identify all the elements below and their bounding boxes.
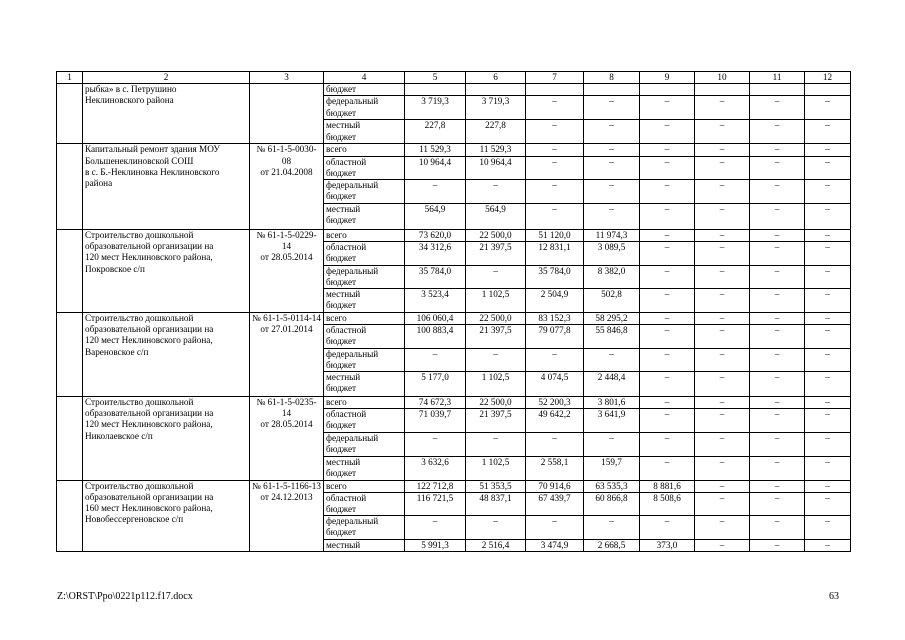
amount-cell: 35 784,0 — [405, 265, 466, 288]
budget-table — [56, 71, 851, 552]
amount-cell: 22 500,0 — [466, 397, 526, 409]
amount-cell: – — [695, 480, 750, 492]
funding-source-cell: областной бюджет — [324, 409, 405, 432]
amount-cell: – — [805, 265, 851, 288]
amount-cell: – — [805, 397, 851, 409]
document-number-cell: № 61-1-5-0229-14 от 28.05.2014 — [250, 230, 324, 313]
amount-cell: 71 039,7 — [405, 409, 466, 432]
amount-cell: 73 620,0 — [405, 230, 466, 242]
amount-cell: 8 382,0 — [584, 265, 640, 288]
amount-cell: – — [640, 325, 695, 348]
amount-cell: – — [640, 204, 695, 230]
amount-cell: – — [750, 516, 805, 539]
amount-cell: – — [466, 348, 526, 371]
column-header: 10 — [695, 72, 750, 84]
amount-cell: – — [584, 156, 640, 179]
amount-cell: – — [805, 492, 851, 515]
document-number-cell: № 61-1-5-0114-14 от 27.01.2014 — [250, 313, 324, 397]
amount-cell: 227,8 — [405, 120, 466, 144]
amount-cell: 21 397,5 — [466, 242, 526, 265]
object-title-cell: рыбка» в с. Петрушино Неклиновского района — [83, 84, 250, 144]
amount-cell: – — [805, 156, 851, 179]
funding-source-cell: областной бюджет — [324, 156, 405, 179]
amount-cell: – — [584, 144, 640, 156]
amount-cell: – — [695, 313, 750, 325]
funding-source-cell: всего — [324, 397, 405, 409]
page-number: 63 — [829, 591, 839, 602]
funding-source-cell: федеральный бюджет — [324, 516, 405, 539]
amount-cell: 60 866,8 — [584, 492, 640, 515]
amount-cell: 10 964,4 — [405, 156, 466, 179]
object-title-cell: Строительство дошкольной образовательной организации на 120 мест Неклиновского района, Покровское с/п — [83, 230, 250, 313]
amount-cell: 67 439,7 — [526, 492, 584, 515]
table-header — [57, 72, 851, 84]
amount-cell: – — [750, 456, 805, 480]
amount-cell: 3 641,9 — [584, 409, 640, 432]
amount-cell: – — [750, 156, 805, 179]
amount-cell: – — [805, 372, 851, 397]
amount-cell: – — [805, 180, 851, 204]
funding-source-cell: местный бюджет — [324, 120, 405, 144]
amount-cell: – — [584, 180, 640, 204]
column-header: 6 — [466, 72, 526, 84]
amount-cell: – — [695, 242, 750, 265]
amount-cell: 3 632,6 — [405, 456, 466, 480]
amount-cell: – — [584, 96, 640, 120]
amount-cell — [750, 84, 805, 96]
amount-cell: – — [750, 265, 805, 288]
amount-cell: – — [405, 348, 466, 371]
index-cell — [57, 397, 83, 481]
amount-cell: – — [640, 432, 695, 456]
amount-cell: 35 784,0 — [526, 265, 584, 288]
index-cell — [57, 230, 83, 313]
column-header: 2 — [83, 72, 250, 84]
amount-cell: – — [695, 120, 750, 144]
amount-cell: – — [405, 516, 466, 539]
amount-cell: 373,0 — [640, 539, 695, 551]
document-number-cell — [250, 84, 324, 144]
amount-cell: 1 102,5 — [466, 289, 526, 313]
amount-cell: – — [805, 325, 851, 348]
funding-source-cell: всего — [324, 313, 405, 325]
amount-cell: – — [695, 265, 750, 288]
table-body — [57, 84, 851, 552]
amount-cell: – — [805, 96, 851, 120]
amount-cell: 122 712,8 — [405, 480, 466, 492]
object-title-cell: Строительство дошкольной образовательной организации на 160 мест Неклиновского района, Новобессергеновское с/п — [83, 480, 250, 551]
amount-cell: – — [695, 180, 750, 204]
amount-cell: – — [750, 96, 805, 120]
column-header: 8 — [584, 72, 640, 84]
column-header: 5 — [405, 72, 466, 84]
amount-cell: – — [640, 516, 695, 539]
amount-cell: – — [584, 348, 640, 371]
amount-cell: – — [640, 397, 695, 409]
amount-cell: – — [695, 492, 750, 515]
funding-source-cell: всего — [324, 144, 405, 156]
amount-cell: 55 846,8 — [584, 325, 640, 348]
amount-cell: 10 964,4 — [466, 156, 526, 179]
amount-cell: – — [640, 372, 695, 397]
column-header: 3 — [250, 72, 324, 84]
amount-cell: 58 295,2 — [584, 313, 640, 325]
amount-cell: – — [805, 120, 851, 144]
amount-cell: 3 474,9 — [526, 539, 584, 551]
amount-cell: – — [750, 120, 805, 144]
amount-cell: 116 721,5 — [405, 492, 466, 515]
amount-cell: 52 200,3 — [526, 397, 584, 409]
amount-cell: 22 500,0 — [466, 230, 526, 242]
amount-cell: – — [526, 516, 584, 539]
amount-cell: – — [526, 156, 584, 179]
amount-cell — [584, 84, 640, 96]
amount-cell: – — [750, 372, 805, 397]
amount-cell: – — [805, 313, 851, 325]
amount-cell: – — [695, 96, 750, 120]
amount-cell: – — [640, 120, 695, 144]
amount-cell: – — [750, 242, 805, 265]
amount-cell: – — [405, 180, 466, 204]
amount-cell: – — [750, 432, 805, 456]
amount-cell: – — [695, 348, 750, 371]
amount-cell: – — [750, 144, 805, 156]
amount-cell: – — [466, 265, 526, 288]
amount-cell: – — [640, 156, 695, 179]
amount-cell — [526, 84, 584, 96]
document-number-cell: № 61-1-5-0235-14 от 28.05.2014 — [250, 397, 324, 481]
table-row — [57, 313, 851, 325]
funding-source-cell: областной бюджет — [324, 325, 405, 348]
funding-source-cell: федеральный бюджет — [324, 96, 405, 120]
funding-source-cell: всего — [324, 230, 405, 242]
amount-cell: – — [805, 289, 851, 313]
amount-cell: 3 719,3 — [466, 96, 526, 120]
amount-cell: 2 504,9 — [526, 289, 584, 313]
funding-source-cell: федеральный бюджет — [324, 265, 405, 288]
amount-cell: 12 831,1 — [526, 242, 584, 265]
amount-cell: – — [526, 180, 584, 204]
amount-cell: 2 558,1 — [526, 456, 584, 480]
amount-cell: – — [695, 144, 750, 156]
amount-cell — [805, 84, 851, 96]
amount-cell: – — [695, 325, 750, 348]
amount-cell: – — [526, 204, 584, 230]
amount-cell: – — [750, 325, 805, 348]
amount-cell: – — [805, 204, 851, 230]
amount-cell — [466, 84, 526, 96]
funding-source-cell: всего — [324, 480, 405, 492]
amount-cell: – — [640, 289, 695, 313]
funding-source-cell: федеральный бюджет — [324, 348, 405, 371]
amount-cell: 2 668,5 — [584, 539, 640, 551]
amount-cell: – — [750, 230, 805, 242]
amount-cell: 502,8 — [584, 289, 640, 313]
amount-cell: 11 974,3 — [584, 230, 640, 242]
amount-cell: – — [750, 409, 805, 432]
document-path: Z:\ORST\Ppo\0221p112.f17.docx — [57, 591, 193, 602]
funding-source-cell: федеральный бюджет — [324, 180, 405, 204]
amount-cell — [695, 84, 750, 96]
table-row — [57, 84, 851, 96]
amount-cell: 34 312,6 — [405, 242, 466, 265]
object-title-cell: Строительство дошкольной образовательной организации на 120 мест Неклиновского района, Вареновское с/п — [83, 313, 250, 397]
amount-cell: – — [805, 242, 851, 265]
amount-cell: 5 991,3 — [405, 539, 466, 551]
amount-cell: 1 102,5 — [466, 456, 526, 480]
amount-cell: 100 883,4 — [405, 325, 466, 348]
funding-source-cell: областной бюджет — [324, 492, 405, 515]
amount-cell: – — [695, 409, 750, 432]
index-cell — [57, 144, 83, 230]
amount-cell: – — [695, 397, 750, 409]
amount-cell: – — [695, 289, 750, 313]
amount-cell: – — [805, 539, 851, 551]
amount-cell: – — [584, 516, 640, 539]
amount-cell: 3 089,5 — [584, 242, 640, 265]
amount-cell: 49 642,2 — [526, 409, 584, 432]
funding-source-cell: местный бюджет — [324, 204, 405, 230]
amount-cell: 63 535,3 — [584, 480, 640, 492]
amount-cell: – — [584, 204, 640, 230]
amount-cell: 1 102,5 — [466, 372, 526, 397]
amount-cell: 21 397,5 — [466, 325, 526, 348]
amount-cell: – — [695, 539, 750, 551]
amount-cell: 564,9 — [405, 204, 466, 230]
amount-cell: 83 152,3 — [526, 313, 584, 325]
amount-cell: – — [805, 409, 851, 432]
amount-cell: – — [640, 242, 695, 265]
funding-source-cell: федеральный бюджет — [324, 432, 405, 456]
amount-cell: 11 529,3 — [405, 144, 466, 156]
amount-cell: 564,9 — [466, 204, 526, 230]
amount-cell: – — [750, 539, 805, 551]
amount-cell: 51 120,0 — [526, 230, 584, 242]
amount-cell: – — [526, 432, 584, 456]
funding-source-cell: местный бюджет — [324, 289, 405, 313]
amount-cell: 11 529,3 — [466, 144, 526, 156]
amount-cell: – — [750, 180, 805, 204]
funding-source-cell: местный бюджет — [324, 372, 405, 397]
table-row — [57, 144, 851, 156]
amount-cell: 4 074,5 — [526, 372, 584, 397]
column-header: 4 — [324, 72, 405, 84]
amount-cell: 48 837,1 — [466, 492, 526, 515]
document-number-cell: № 61-1-5-0030-08 от 21.04.2008 — [250, 144, 324, 230]
amount-cell: – — [805, 230, 851, 242]
amount-cell — [405, 84, 466, 96]
table-row — [57, 230, 851, 242]
amount-cell: 79 077,8 — [526, 325, 584, 348]
funding-source-cell: бюджет — [324, 84, 405, 96]
amount-cell: – — [640, 348, 695, 371]
object-title-cell: Капитальный ремонт здания МОУ Большенеклиновской СОШ в с. Б.-Неклиновка Неклиновского района — [83, 144, 250, 230]
amount-cell: 106 060,4 — [405, 313, 466, 325]
index-cell — [57, 84, 83, 144]
amount-cell: – — [584, 432, 640, 456]
amount-cell: – — [526, 348, 584, 371]
amount-cell: 2 448,4 — [584, 372, 640, 397]
amount-cell: – — [695, 456, 750, 480]
column-header: 7 — [526, 72, 584, 84]
amount-cell: – — [805, 516, 851, 539]
amount-cell: – — [640, 456, 695, 480]
amount-cell: – — [750, 480, 805, 492]
index-cell — [57, 313, 83, 397]
object-title-cell: Строительство дошкольной образовательной организации на 120 мест Неклиновского района, Николаевское с/п — [83, 397, 250, 481]
amount-cell: – — [526, 96, 584, 120]
amount-cell: – — [805, 480, 851, 492]
amount-cell: – — [695, 204, 750, 230]
amount-cell: 51 353,5 — [466, 480, 526, 492]
column-header: 12 — [805, 72, 851, 84]
funding-source-cell: местный бюджет — [324, 456, 405, 480]
amount-cell: – — [640, 313, 695, 325]
amount-cell: – — [584, 120, 640, 144]
document-number-cell: № 61-1-5-1166-13 от 24.12.2013 — [250, 480, 324, 551]
amount-cell: – — [750, 204, 805, 230]
amount-cell: – — [405, 432, 466, 456]
column-header: 11 — [750, 72, 805, 84]
amount-cell: – — [805, 144, 851, 156]
amount-cell: – — [805, 348, 851, 371]
amount-cell: – — [695, 372, 750, 397]
column-header: 9 — [640, 72, 695, 84]
amount-cell: – — [526, 144, 584, 156]
amount-cell: – — [640, 180, 695, 204]
amount-cell: – — [695, 516, 750, 539]
amount-cell: – — [640, 409, 695, 432]
amount-cell: – — [750, 492, 805, 515]
amount-cell: – — [640, 230, 695, 242]
amount-cell: – — [750, 289, 805, 313]
amount-cell: – — [640, 144, 695, 156]
amount-cell: 227,8 — [466, 120, 526, 144]
amount-cell: 3 523,4 — [405, 289, 466, 313]
column-header: 1 — [57, 72, 83, 84]
amount-cell — [640, 84, 695, 96]
funding-source-cell: местный — [324, 539, 405, 551]
amount-cell: – — [640, 96, 695, 120]
amount-cell: – — [695, 156, 750, 179]
amount-cell: 74 672,3 — [405, 397, 466, 409]
amount-cell: 5 177,0 — [405, 372, 466, 397]
table-row — [57, 480, 851, 492]
amount-cell: 159,7 — [584, 456, 640, 480]
amount-cell: – — [750, 313, 805, 325]
amount-cell: – — [750, 348, 805, 371]
amount-cell: – — [640, 265, 695, 288]
amount-cell: 3 719,3 — [405, 96, 466, 120]
amount-cell: 8 508,6 — [640, 492, 695, 515]
amount-cell: 2 516,4 — [466, 539, 526, 551]
amount-cell: 22 500,0 — [466, 313, 526, 325]
amount-cell: – — [526, 120, 584, 144]
amount-cell: 70 914,6 — [526, 480, 584, 492]
index-cell — [57, 480, 83, 551]
amount-cell: – — [466, 432, 526, 456]
amount-cell: – — [695, 432, 750, 456]
amount-cell: – — [805, 432, 851, 456]
amount-cell: – — [466, 180, 526, 204]
amount-cell: 8 881,6 — [640, 480, 695, 492]
amount-cell: 21 397,5 — [466, 409, 526, 432]
table-row — [57, 397, 851, 409]
amount-cell: – — [750, 397, 805, 409]
amount-cell: 3 801,6 — [584, 397, 640, 409]
amount-cell: – — [695, 230, 750, 242]
funding-source-cell: областной бюджет — [324, 242, 405, 265]
amount-cell: – — [466, 516, 526, 539]
amount-cell: – — [805, 456, 851, 480]
